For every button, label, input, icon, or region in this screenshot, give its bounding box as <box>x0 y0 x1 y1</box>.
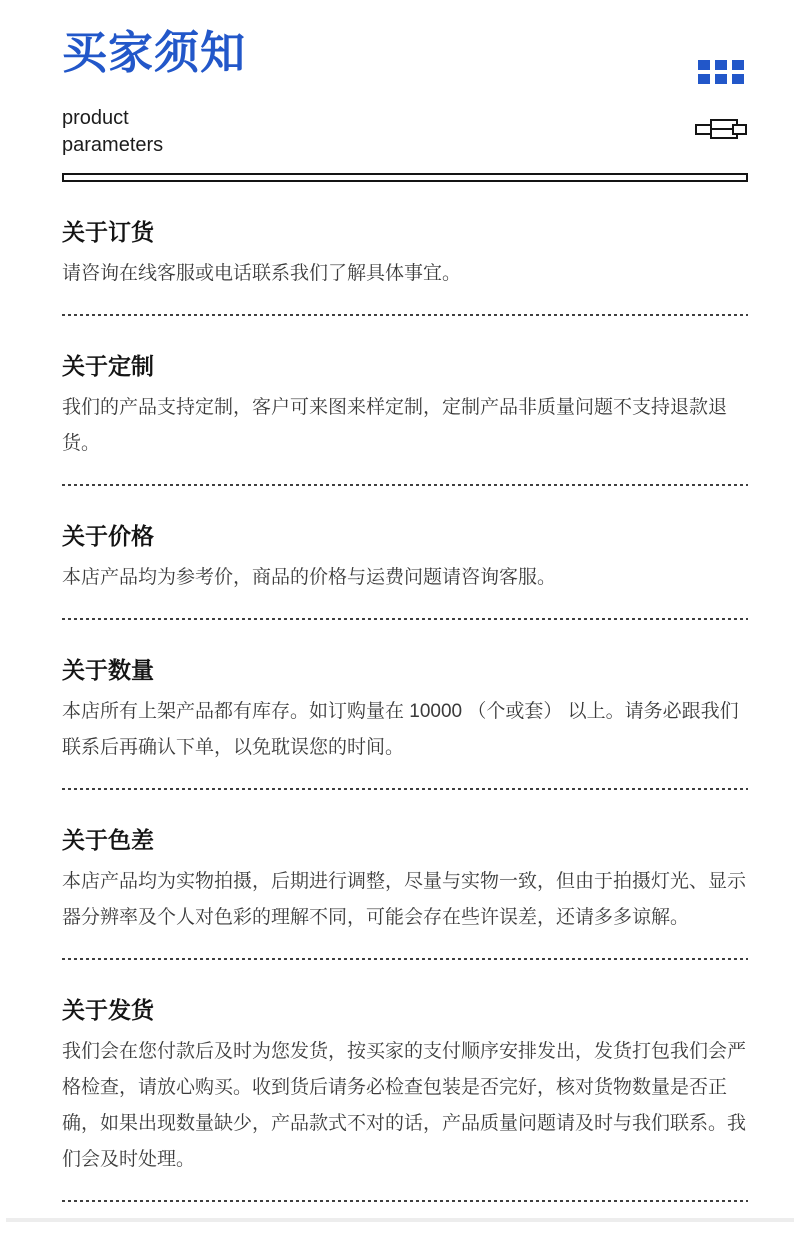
section-body: 本店产品均为实物拍摄，后期进行调整，尽量与实物一致，但由于拍摄灯光、显示器分辨率及个人对色彩的理解不同，可能会存在些许误差，还请多多谅解。 <box>62 870 747 928</box>
section-body: 我们会在您付款后及时为您发货，按买家的支付顺序安排发出，发货打包我们会严格检查，请放心购买。收到货后请务必检查包装是否完好，核对货物数量是否正确，如果出现数量缺少，产品款式不对的话，产品质量问题请及时与我们联系。我们会及时处理。 <box>62 1040 747 1170</box>
dotted-divider <box>62 788 748 790</box>
page-subtitle <box>62 105 748 159</box>
page-title: 买家须知 <box>62 27 247 78</box>
section-body: 本店产品均为参考价，商品的价格与运费问题请咨询客服。 <box>62 566 557 588</box>
section-heading: 关于数量 <box>62 656 154 683</box>
section-heading: 关于价格 <box>62 522 154 549</box>
subtitle-line-2: parameters <box>62 133 164 156</box>
subtitle-line-1: product <box>62 106 129 129</box>
notice-section-customization <box>62 352 748 486</box>
page-header <box>62 28 748 182</box>
connector-icon <box>694 118 748 140</box>
section-heading: 关于订货 <box>62 218 154 245</box>
bottom-divider <box>6 1218 794 1222</box>
notice-section-shipping <box>62 996 748 1202</box>
dotted-divider <box>62 314 748 316</box>
section-body: 请咨询在线客服或电话联系我们了解具体事宜。 <box>62 262 462 284</box>
section-body: 我们的产品支持定制，客户可来图来样定制，定制产品非质量问题不支持退款退货。 <box>62 396 728 454</box>
section-heading: 关于定制 <box>62 352 154 379</box>
notice-section-price <box>62 522 748 620</box>
notice-section-ordering <box>62 218 748 316</box>
dotted-divider <box>62 958 748 960</box>
section-heading: 关于色差 <box>62 826 154 853</box>
dotted-divider <box>62 484 748 486</box>
notice-section-color-difference <box>62 826 748 960</box>
notice-section-quantity <box>62 656 748 790</box>
grid-dots-icon <box>698 60 744 84</box>
section-heading: 关于发货 <box>62 996 154 1023</box>
dotted-divider <box>62 618 748 620</box>
dotted-divider <box>62 1200 748 1202</box>
header-divider-bar <box>62 173 748 182</box>
section-body: 本店所有上架产品都有库存。如订购量在 10000 （个或套） 以上。请务必跟我们联系后再确认下单，以免耽误您的时间。 <box>62 700 739 758</box>
